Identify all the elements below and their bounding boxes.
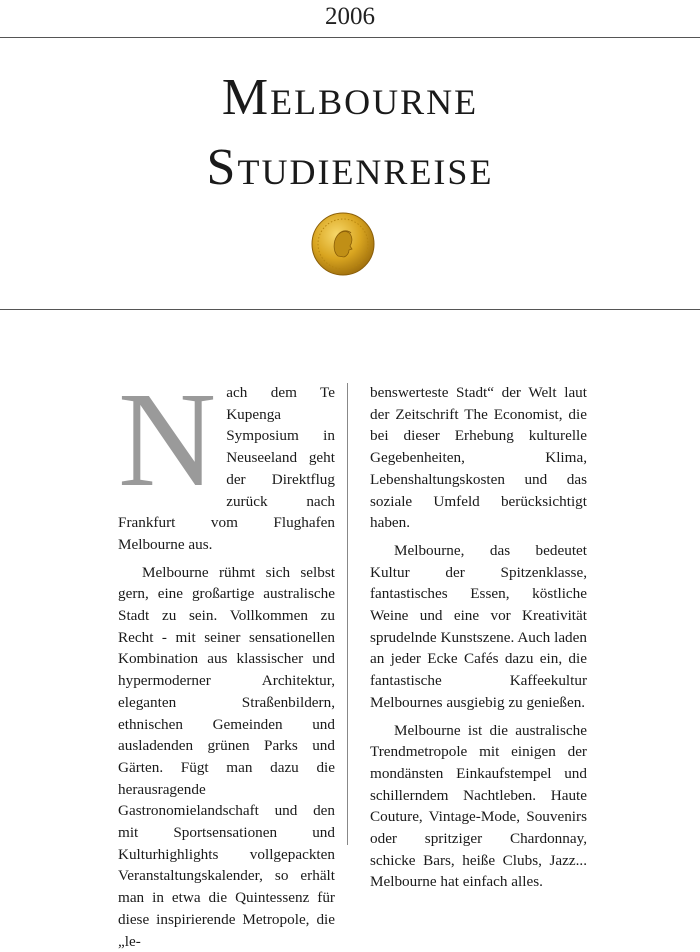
header-rule	[0, 37, 700, 38]
page-year: 2006	[325, 3, 375, 30]
article-paragraph: Melbourne, das bedeutet Kultur der Spitzenklasse, fantastisches Essen, köstliche Weine und eine vor Kreativität sprudelnde Kunstszene. Auch laden an jeder Ecke Cafés dazu ein, die fantastische Kaffeekultur Melbournes ausgiebig zu genießen.	[370, 541, 587, 711]
title-rule	[0, 309, 700, 310]
article-column-right	[370, 382, 587, 893]
page-title-line-2: Studienreise	[206, 139, 494, 196]
article-column-left	[118, 365, 335, 952]
page-title-line-1: Melbourne	[221, 69, 479, 126]
article-paragraph: Melbourne ist die australische Trendmetropole mit einigen der mondänsten Einkaufstempel und schillerndem Nachtleben. Haute Couture, Vintage-Mode, Souvenirs oder spritziger Chardonnay, schicke Bars, heiße Clubs, Jazz... Melbourne hat einfach alles.	[370, 721, 587, 891]
article-paragraph: Melbourne rühmt sich selbst gern, eine großartige australische Stadt zu sein. Vollkommen zu Recht - mit seiner sensationellen Kombination aus klassischer und hypermoderner Architektur, eleganten Straßenbildern, ethnischen Gemeinden und ausladenden grünen Parks und Gärten. Fügt man dazu die herausragende Gastronomielandschaft und den mit Sportsensationen und Kulturhighlights vollgepackten Veranstaltungskalender, so erhält man in etwa die Quintessenz für diese inspirierende Metropole, die „le-	[118, 563, 335, 950]
article-paragraph: benswerteste Stadt“ der Welt laut der Zeitschrift The Economist, die bei dieser Erhebung kulturelle Gegebenheiten, Klima, Lebenshaltungskosten und das soziale Umfeld berücksichtigt haben.	[370, 384, 587, 532]
drop-cap: N	[118, 365, 217, 515]
column-divider	[347, 383, 348, 845]
paragraph-text: ach dem Te Kupenga Symposium in Neuseeland geht der Direktflug zurück nach Frankfurt vom Flughafen Melbourne aus.	[118, 384, 335, 553]
gold-coin-icon	[311, 212, 375, 276]
article-paragraph	[118, 365, 335, 556]
